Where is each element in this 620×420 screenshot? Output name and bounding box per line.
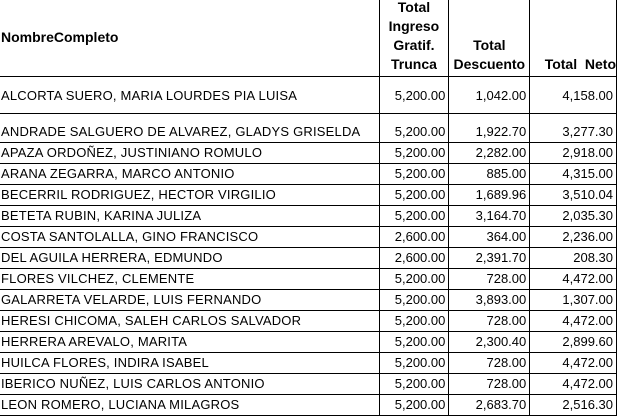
cell-nombre: APAZA ORDOÑEZ, JUSTINIANO ROMULO <box>0 143 379 164</box>
cell-total-ingreso: 5,200.00 <box>379 77 449 114</box>
cell-total-ingreso: 5,200.00 <box>379 311 449 332</box>
header-total-neto: Total Neto <box>530 0 617 77</box>
cell-total-descuento: 728.00 <box>449 311 530 332</box>
cell-nombre: BECERRIL RODRIGUEZ, HECTOR VIRGILIO <box>0 185 379 206</box>
table-row <box>0 353 617 374</box>
cell-total-descuento: 2,683.70 <box>449 395 530 416</box>
table-row <box>0 395 617 416</box>
header-ingreso-line: Total <box>397 0 431 15</box>
cell-nombre: DEL AGUILA HERRERA, EDMUNDO <box>0 248 379 269</box>
cell-total-ingreso: 5,200.00 <box>379 206 449 227</box>
cell-nombre: HERRERA AREVALO, MARITA <box>0 332 379 353</box>
cell-total-neto: 2,236.00 <box>530 227 617 248</box>
cell-total-ingreso: 5,200.00 <box>379 114 449 143</box>
cell-total-descuento: 3,893.00 <box>449 290 530 311</box>
cell-nombre: FLORES VILCHEZ, CLEMENTE <box>0 269 379 290</box>
table-row <box>0 311 617 332</box>
cell-total-neto: 3,277.30 <box>530 114 617 143</box>
cell-nombre: BETETA RUBIN, KARINA JULIZA <box>0 206 379 227</box>
table-row <box>0 290 617 311</box>
cell-total-descuento: 2,391.70 <box>449 248 530 269</box>
cell-total-descuento: 364.00 <box>449 227 530 248</box>
cell-total-descuento: 1,689.96 <box>449 185 530 206</box>
cell-total-ingreso: 5,200.00 <box>379 290 449 311</box>
cell-total-ingreso: 5,200.00 <box>379 143 449 164</box>
cell-total-neto: 208.30 <box>530 248 617 269</box>
cell-nombre: ANDRADE SALGUERO DE ALVAREZ, GLADYS GRISELDA <box>0 114 379 143</box>
cell-nombre: COSTA SANTOLALLA, GINO FRANCISCO <box>0 227 379 248</box>
cell-total-ingreso: 5,200.00 <box>379 353 449 374</box>
cell-total-neto: 4,472.00 <box>530 374 617 395</box>
cell-total-ingreso: 5,200.00 <box>379 395 449 416</box>
cell-total-ingreso: 5,200.00 <box>379 164 449 185</box>
table-row <box>0 143 617 164</box>
header-descuento-line: Total <box>473 37 506 53</box>
cell-total-neto: 4,158.00 <box>530 77 617 114</box>
cell-nombre: HERESI CHICOMA, SALEH CARLOS SALVADOR <box>0 311 379 332</box>
cell-total-descuento: 2,300.40 <box>449 332 530 353</box>
table-row <box>0 185 617 206</box>
cell-total-ingreso: 2,600.00 <box>379 227 449 248</box>
header-nombre: NombreCompleto <box>0 0 379 77</box>
cell-total-neto: 2,035.30 <box>530 206 617 227</box>
cell-total-descuento: 728.00 <box>449 353 530 374</box>
header-ingreso-line: Gratif. <box>393 37 435 53</box>
header-total-ingreso <box>379 0 449 77</box>
cell-total-ingreso: 5,200.00 <box>379 185 449 206</box>
cell-total-neto: 2,516.30 <box>530 395 617 416</box>
cell-total-ingreso: 5,200.00 <box>379 374 449 395</box>
table-row <box>0 269 617 290</box>
header-descuento-line: Descuento <box>453 56 526 72</box>
cell-total-descuento: 2,282.00 <box>449 143 530 164</box>
cell-total-descuento: 885.00 <box>449 164 530 185</box>
table-row <box>0 114 617 143</box>
table-row <box>0 206 617 227</box>
table-row <box>0 164 617 185</box>
cell-total-neto: 1,307.00 <box>530 290 617 311</box>
cell-nombre: GALARRETA VELARDE, LUIS FERNANDO <box>0 290 379 311</box>
cell-total-neto: 2,918.00 <box>530 143 617 164</box>
cell-total-ingreso: 5,200.00 <box>379 332 449 353</box>
cell-total-neto: 2,899.60 <box>530 332 617 353</box>
table-row <box>0 77 617 114</box>
cell-nombre: ARANA ZEGARRA, MARCO ANTONIO <box>0 164 379 185</box>
cell-nombre: HUILCA FLORES, INDIRA ISABEL <box>0 353 379 374</box>
cell-total-ingreso: 2,600.00 <box>379 248 449 269</box>
table-row <box>0 332 617 353</box>
cell-nombre: LEON ROMERO, LUCIANA MILAGROS <box>0 395 379 416</box>
cell-total-descuento: 1,042.00 <box>449 77 530 114</box>
cell-total-neto: 4,472.00 <box>530 269 617 290</box>
cell-total-descuento: 728.00 <box>449 269 530 290</box>
cell-total-descuento: 3,164.70 <box>449 206 530 227</box>
header-total-descuento <box>449 0 530 77</box>
header-ingreso-line: Trunca <box>391 56 437 72</box>
cell-total-ingreso: 5,200.00 <box>379 269 449 290</box>
cell-total-neto: 4,472.00 <box>530 353 617 374</box>
cell-total-neto: 4,315.00 <box>530 164 617 185</box>
header-row <box>0 0 617 77</box>
table-row <box>0 248 617 269</box>
table-row <box>0 374 617 395</box>
cell-nombre: IBERICO NUÑEZ, LUIS CARLOS ANTONIO <box>0 374 379 395</box>
cell-total-neto: 3,510.04 <box>530 185 617 206</box>
header-ingreso-line: Ingreso <box>388 18 440 34</box>
cell-nombre: ALCORTA SUERO, MARIA LOURDES PIA LUISA <box>0 77 379 114</box>
cell-total-descuento: 728.00 <box>449 374 530 395</box>
table-row <box>0 227 617 248</box>
cell-total-descuento: 1,922.70 <box>449 114 530 143</box>
cell-total-neto: 4,472.00 <box>530 311 617 332</box>
